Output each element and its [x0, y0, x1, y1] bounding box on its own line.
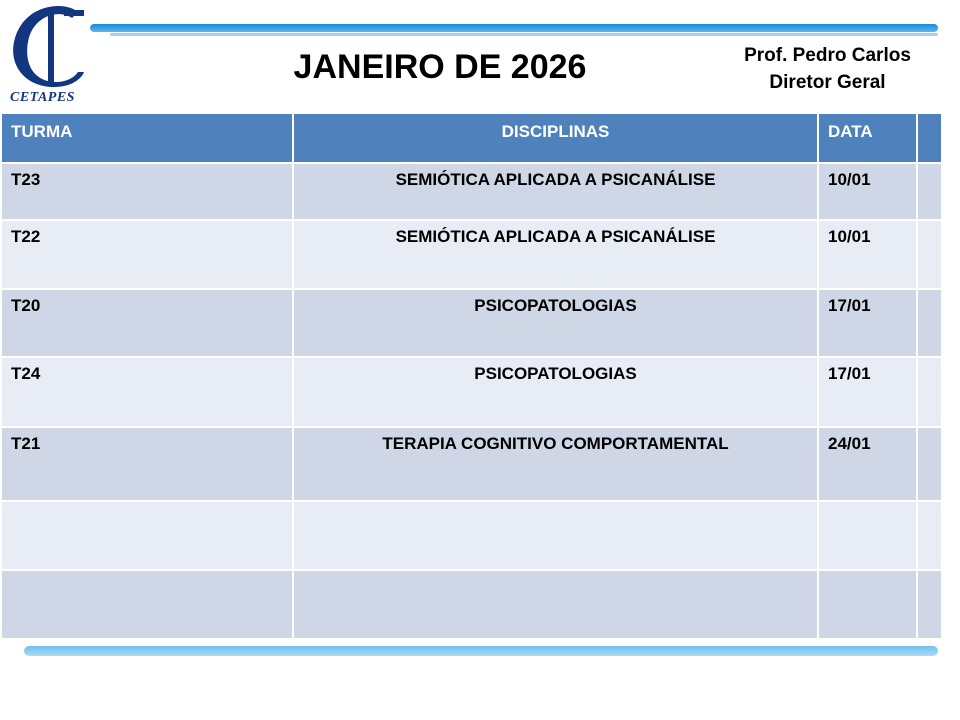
schedule-table: [0, 112, 943, 640]
cell-turma: [1, 501, 293, 570]
cell-data: 17/01: [818, 289, 917, 357]
bottom-decorative-stripe: [24, 646, 938, 656]
cell-data: 10/01: [818, 163, 917, 220]
cell-data: 24/01: [818, 427, 917, 501]
cell-extra: [917, 357, 942, 427]
table-header-row: [1, 113, 942, 163]
cell-extra: [917, 220, 942, 289]
cell-disciplina: SEMIÓTICA APLICADA A PSICANÁLISE: [293, 163, 818, 220]
cell-turma: T24: [1, 357, 293, 427]
cell-disciplina: SEMIÓTICA APLICADA A PSICANÁLISE: [293, 220, 818, 289]
table-row: [1, 289, 942, 357]
column-header-data: DATA: [818, 113, 917, 163]
logo-text: CETAPES: [10, 90, 75, 105]
cell-data: 10/01: [818, 220, 917, 289]
cell-disciplina: TERAPIA COGNITIVO COMPORTAMENTAL: [293, 427, 818, 501]
table-row: [1, 427, 942, 501]
director-name: Prof. Pedro Carlos: [744, 45, 911, 66]
cell-extra: [917, 501, 942, 570]
cell-disciplina: PSICOPATOLOGIAS: [293, 289, 818, 357]
cell-data: [818, 570, 917, 639]
table-row: [1, 570, 942, 639]
table-row: [1, 357, 942, 427]
cell-disciplina: [293, 501, 818, 570]
cell-data: 17/01: [818, 357, 917, 427]
cell-data: [818, 501, 917, 570]
cetapes-c-logo-icon: [4, 2, 90, 92]
director-role: Diretor Geral: [769, 72, 886, 93]
column-header-extra: [917, 113, 942, 163]
cell-extra: [917, 570, 942, 639]
cell-disciplina: PSICOPATOLOGIAS: [293, 357, 818, 427]
cell-turma: T20: [1, 289, 293, 357]
column-header-disciplinas: DISCIPLINAS: [293, 113, 818, 163]
cell-disciplina: [293, 570, 818, 639]
cell-extra: [917, 427, 942, 501]
column-header-turma: TURMA: [1, 113, 293, 163]
table-row: [1, 220, 942, 289]
cell-extra: [917, 163, 942, 220]
cell-turma: [1, 570, 293, 639]
table-row: [1, 501, 942, 570]
cell-extra: [917, 289, 942, 357]
top-decorative-stripe-light: [110, 33, 938, 36]
cell-turma: T22: [1, 220, 293, 289]
cell-turma: T23: [1, 163, 293, 220]
top-decorative-stripe: [90, 24, 938, 32]
page-title: JANEIRO DE 2026: [293, 48, 587, 86]
cetapes-logo: [4, 2, 90, 106]
cell-turma: T21: [1, 427, 293, 501]
director-block: [720, 42, 935, 96]
table-row: [1, 163, 942, 220]
